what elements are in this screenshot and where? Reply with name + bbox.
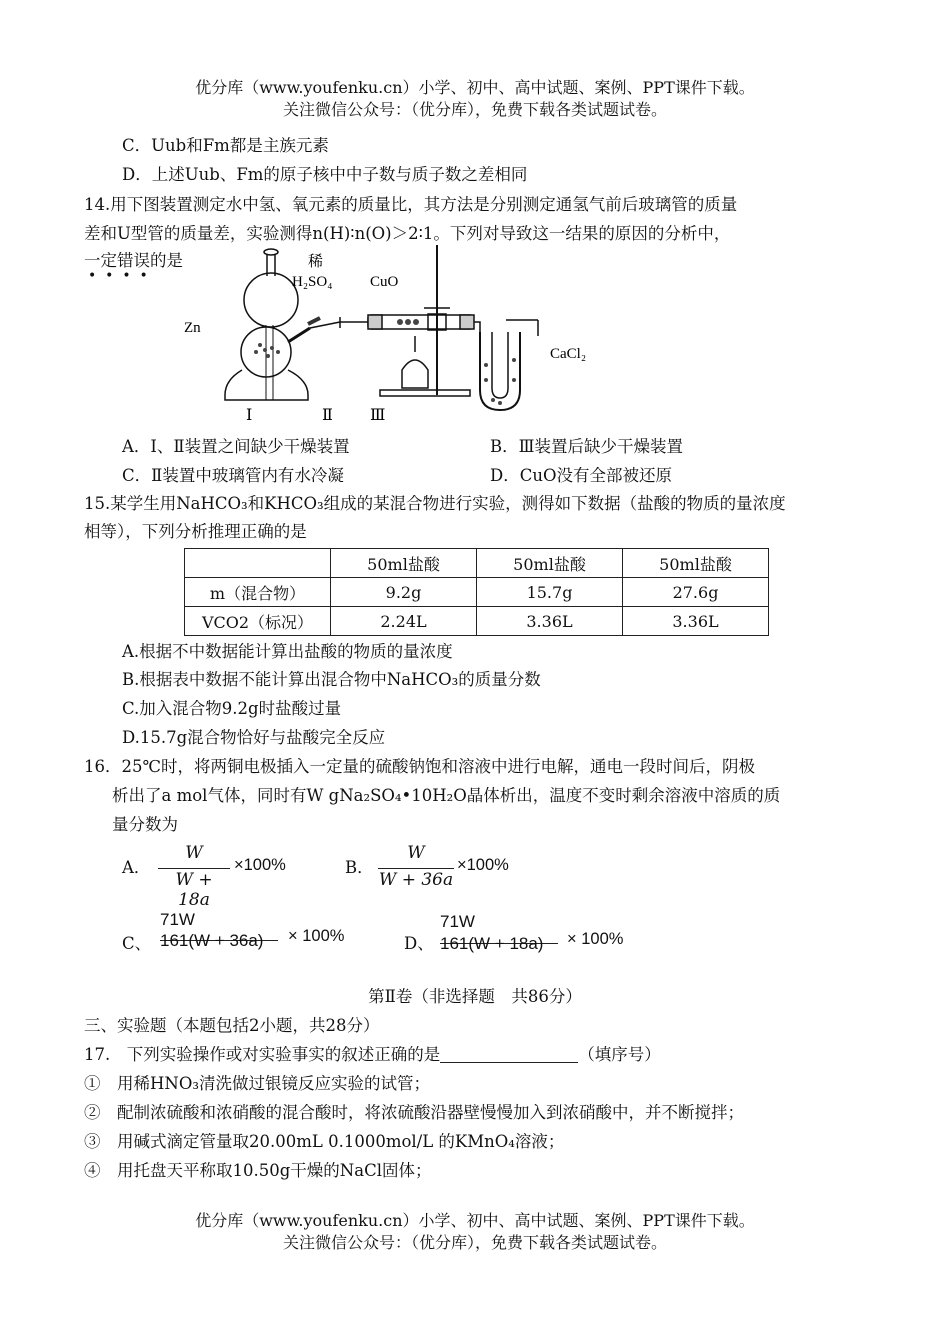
section-2-title: 第Ⅱ卷（非选择题 共86分） (368, 987, 582, 1006)
q16-option-a-percent: ×100% (234, 856, 286, 874)
alcohol-lamp (402, 360, 428, 388)
q16-option-a-numerator: W (185, 843, 203, 863)
q16-stem-line-2: 析出了a mol气体，同时有W gNa₂SO₄•10H₂O晶体析出，温度不变时剩余溶液中溶质的质 (112, 786, 781, 805)
table-cell: m（混合物） (185, 578, 331, 607)
table-header-cell: 50ml盐酸 (477, 549, 623, 578)
q14-option-c: C．Ⅱ装置中玻璃管内有水冷凝 (122, 466, 344, 485)
label-h2so4: H₂SO₄ (292, 274, 333, 290)
q16-option-c-numerator: 71W (160, 910, 195, 929)
q15-option-c: C.加入混合物9.2g时盐酸过量 (122, 699, 342, 718)
table-row (185, 578, 769, 607)
q17-answer-blank[interactable] (440, 1044, 578, 1063)
q16-option-b-numerator: W (407, 843, 425, 863)
q14-stem-line-3: 一定错误的是 (84, 251, 183, 270)
q16-option-c-denominator: 161(W + 36a) (160, 931, 264, 950)
label-device-1: Ⅰ (246, 407, 253, 424)
q16-option-a-label: A． (122, 858, 151, 877)
q16-option-b-denominator: W + 36a (378, 870, 454, 890)
q17-stem-text: 17. 下列实验操作或对实验事实的叙述正确的是 (84, 1045, 441, 1064)
table-header-cell (185, 549, 331, 578)
q14-stem-line-1: 14.用下图装置测定水中氢、氧元素的质量比，其方法是分别测定通氢气前后玻璃管的质量 (84, 195, 738, 214)
label-cuo: CuO (370, 274, 399, 290)
q17-item-1: ① 用稀HNO₃清洗做过银镜反应实验的试管； (84, 1074, 430, 1093)
q17-item-4: ④ 用托盘天平称取10.50g干燥的NaCl固体； (84, 1161, 432, 1180)
label-device-3: Ⅲ (370, 407, 386, 424)
q13-option-d: D．上述Uub、Fm的原子核中中子数与质子数之差相同 (122, 165, 528, 184)
q17-stem (84, 1041, 661, 1069)
table-cell: 9.2g (331, 578, 477, 607)
table-cell: 27.6g (623, 578, 769, 607)
q14-option-d: D．CuO没有全部被还原 (490, 466, 673, 485)
q16-option-a-denominator: W + 18a (175, 870, 213, 910)
footer-line-2: 关注微信公众号：（优分库），免费下载各类试题试卷。 (282, 1233, 667, 1252)
q14-option-a: A．Ⅰ、Ⅱ装置之间缺少干燥装置 (122, 437, 350, 456)
q16-stem-line-3: 量分数为 (112, 815, 178, 834)
q15-option-d: D.15.7g混合物恰好与盐酸完全反应 (122, 728, 386, 747)
q16-stem-line-1: 16．25℃时，将两铜电极插入一定量的硫酸钠饱和溶液中进行电解，通电一段时间后，阴极 (84, 757, 755, 776)
q16-option-d-numerator: 71W (440, 912, 475, 931)
q17-stem-suffix: （填序号） (578, 1045, 661, 1064)
apparatus-diagram (180, 240, 620, 430)
header-line-1: 优分库（www.youfenku.cn）小学、初中、高中试题、案例、PPT课件下载。 (195, 78, 755, 97)
table-cell: 3.36L (477, 607, 623, 636)
header-line-2: 关注微信公众号：（优分库），免费下载各类试题试卷。 (282, 100, 667, 119)
table-cell: 15.7g (477, 578, 623, 607)
q17-item-3: ③ 用碱式滴定管量取20.00mL 0.1000mol/L 的KMnO₄溶液； (84, 1132, 565, 1151)
emphasis-dots: • • • • (88, 268, 148, 284)
kipp-top-bulb (244, 273, 298, 327)
table-row (185, 607, 769, 636)
q15-stem-line-1: 15.某学生用NaHCO₃和KHCO₃组成的某混合物进行实验，测得如下数据（盐酸的物质的量浓度 (84, 494, 786, 513)
label-zn: Zn (184, 320, 201, 336)
q14-stem-line-2: 差和U型管的质量差，实验测得n(H)∶n(O)＞2∶1。下列对导致这一结果的原因的分析中， (84, 224, 731, 243)
q15-option-b: B.根据表中数据不能计算出混合物中NaHCO₃的质量分数 (122, 670, 541, 689)
table-header-cell: 50ml盐酸 (623, 549, 769, 578)
q15-option-a: A.根据不中数据能计算出盐酸的物质的量浓度 (122, 642, 453, 661)
table-header-row (185, 549, 769, 578)
q16-option-d-percent: × 100% (567, 930, 624, 948)
q16-option-d-label: D、 (404, 934, 434, 953)
q16-option-d-denominator: 161(W + 18a) (440, 934, 544, 953)
q16-option-b-percent: ×100% (457, 856, 509, 874)
table-cell: 3.36L (623, 607, 769, 636)
footer-line-1: 优分库（www.youfenku.cn）小学、初中、高中试题、案例、PPT课件下载。 (195, 1211, 755, 1230)
label-device-2: Ⅱ (322, 407, 333, 424)
fraction-bar (378, 868, 454, 869)
q16-option-c-label: C、 (122, 934, 152, 953)
q16-option-b-label: B． (345, 858, 374, 877)
table-cell: VCO2（标况） (185, 607, 331, 636)
table-header-cell: 50ml盐酸 (331, 549, 477, 578)
glass-tube (368, 315, 473, 329)
fraction-bar (158, 868, 230, 869)
q13-option-c: C．Uub和Fm都是主族元素 (122, 136, 329, 155)
section-2-subtitle: 三、实验题（本题包括2小题，共28分） (84, 1016, 380, 1035)
q15-stem-line-2: 相等），下列分析推理正确的是 (84, 522, 307, 541)
label-dilute: 稀 (308, 254, 324, 270)
q15-data-table (184, 548, 769, 636)
q16-option-c-percent: × 100% (288, 927, 345, 945)
q14-option-b: B．Ⅲ装置后缺少干燥装置 (490, 437, 684, 456)
q17-item-2: ② 配制浓硫酸和浓硝酸的混合酸时，将浓硫酸沿器壁慢慢加入到浓硝酸中，并不断搅拌； (84, 1103, 744, 1122)
label-cacl2: CaCl₂ (550, 346, 587, 362)
table-cell: 2.24L (331, 607, 477, 636)
